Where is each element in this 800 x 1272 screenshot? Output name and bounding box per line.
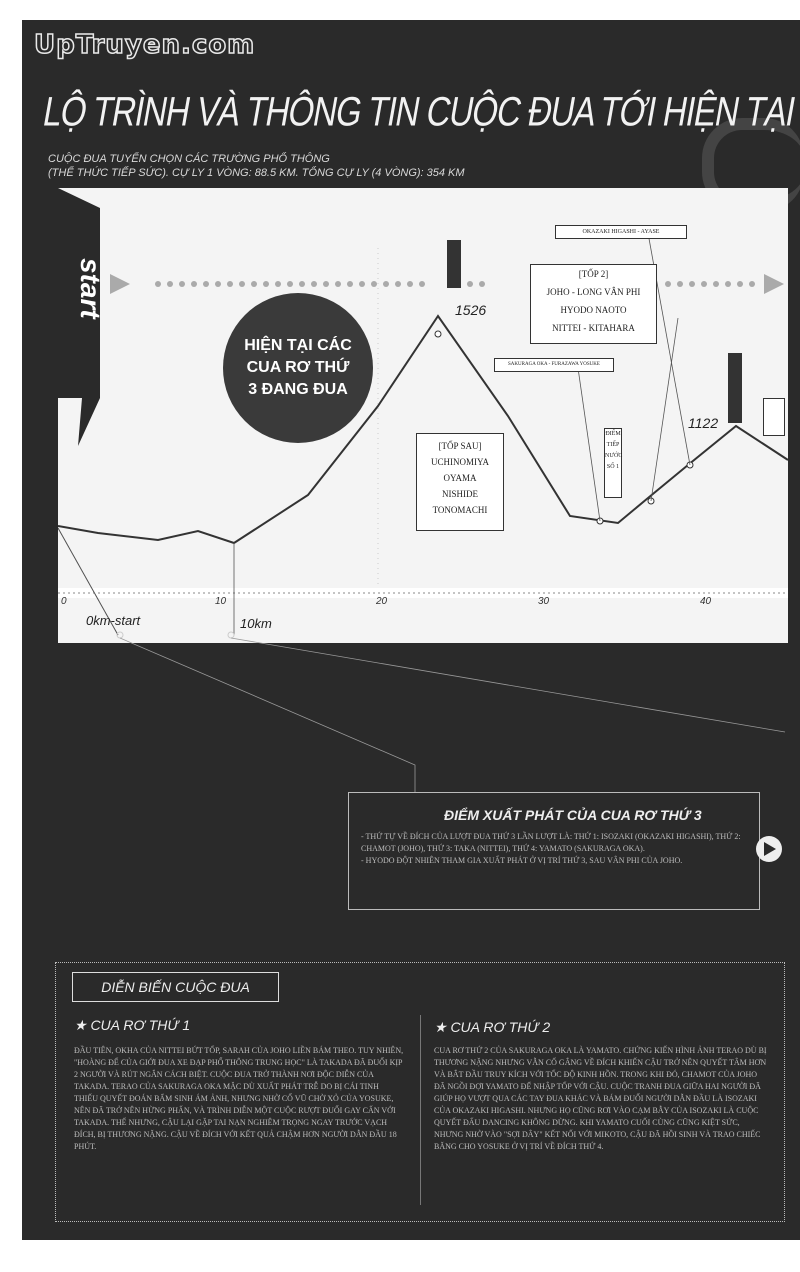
axis-tick: 30 (538, 596, 550, 607)
rider2-title: ★ CUA RƠ THỨ 2 (434, 1019, 551, 1035)
rider1-text: ĐẦU TIÊN, OKHA CỦA NITTEI BỨT TỐP, SARAH CỦA JOHO LIỀN BÁM THEO. TUY NHIÊN, "HOÀNG ĐẾ CỦA GIỚI ĐUA XE ĐẠP PHỔ THÔNG TRUNG HỌC" LÀ TAKADA ĐÃ ĐUỔI KỊP 2 NGƯỜI VÀ RÚT NGẮN CÁCH BIỆT. CUỘC ĐUA TRỞ THÀNH NƠI ĐỘC DIỄN CỦA TAKADA. TERAO CỦA SAKURAGA OKA MẶC DÙ XUẤT PHÁT TRỄ DO BỊ CÁI TINH THIẾU QUYẾT ĐOÁN BẨM SINH ÁM ẢNH, NHƯNG NHỜ CỔ VŨ CHỜ XỎ CỦA YOSUKE, NÊN ĐÃ TRỞ NÊN HỪNG PHẤN, VÀ TRÌNH DIỄN MỘT CUỘC RƯỢT ĐUỔI GAY CẤN VỚI TAKADA. THẾ NHƯNG, CẬU LẠI GẶP TAI NẠN NGHIÊM TRỌNG NGAY TRƯỚC VẠCH ĐÍCH, BỊ THƯƠNG NẶNG. CẬU VỀ ĐÍCH VỚI KẾT QUẢ CHẬM HƠN NGƯỜI DẪN ĐẦU 18 PHÚT. (74, 1046, 404, 1151)
top-sau-line: NISHIDE (442, 489, 478, 499)
axis-tick: 20 (376, 596, 388, 607)
okazaki-label: OKAZAKI HIGASHI - AYASE (555, 225, 687, 239)
page-title: LỘ TRÌNH VÀ THÔNG TIN CUỘC ĐUA TỚI HIỆN TẠI (39, 88, 799, 135)
top-sau-header: [TỐP SAU] (438, 441, 482, 451)
watermark-logo: UpTruyen.com (34, 30, 256, 60)
subtitle-line-2: (THỂ THỨC TIẾP SỨC). CỰ LY 1 VÒNG: 88.5 KM. TỔNG CỰ LY (4 VÒNG): 354 KM (48, 167, 465, 179)
axis-tick: 40 (700, 596, 712, 607)
start-point-line: - HYODO ĐỘT NHIÊN THAM GIA XUẤT PHÁT Ở VỊ TRÍ THỨ 3, SAU VÂN PHI CỦA JOHO. (361, 856, 683, 865)
top2-line: JOHO - LONG VÂN PHI (546, 287, 641, 297)
subtitle-line-1: CUỘC ĐUA TUYỂN CHỌN CÁC TRƯỜNG PHỔ THÔNG (48, 153, 330, 165)
km10-label: 10km (240, 616, 272, 631)
start-point-line: - THỨ TỰ VỀ ĐÍCH CỦA LƯỢT ĐUA THỨ 3 LẦN LƯỢT LÀ: THỨ 1: ISOZAKI (OKAZAKI HIGASHI), THỨ 2: CHAMOT (JOHO), THỨ 3: TAKA (NITTEI), THỨ 4: YAMATO (SAKURAGA OKA). (361, 832, 741, 853)
top2-line: HYODO NAOTO (560, 305, 627, 315)
axis-tick: 0 (61, 596, 67, 607)
peak-value-1: 1526 (455, 302, 487, 318)
top2-header: [TỐP 2] (578, 269, 609, 279)
rider1-title: ★ CUA RƠ THỨ 1 (74, 1017, 191, 1033)
current-status-text: HIỆN TẠI CÁC CUA RƠ THỨ 3 ĐANG ĐUA (244, 337, 352, 398)
rider2-text: CUA RƠ THỨ 2 CỦA SAKURAGA OKA LÀ YAMATO. CHỨNG KIẾN HÌNH ẢNH TERAO DÙ BỊ THƯƠNG NẶNG NHƯNG VẪN CỐ GẮNG VỀ ĐÍCH KHIẾN CẬU TRỞ NÊN QUYẾT TÂM HƠN VÀ BẮT ĐẦU TRUY KÍCH VỚI TỐC ĐỘ KINH HỒN. TRONG KHI ĐÓ, CHAMOT CỦA JOHO ĐÃ NGỒI ĐỢI YAMATO ĐỂ NHẬP TỐP VỚI CẬU. CUỘC TRANH ĐUA GIỮA HAI NGƯỜI ĐÃ GIÚP HỌ VƯỢT QUA CÁC TAY ĐUA KHÁC VÀ BÁM ĐUỔI NGƯỜI DẪN ĐẦU LÀ ISOZAKI CỦA OKAZAKI HIGASHI. NHƯNG HỌ CŨNG RƠI VÀO CẠM BẪY CỦA ISOZAKI LÀ CUỘC QUYẾT ĐẤU DANCING KHÔNG DỪNG. KHI YAMATO CUỐI CÙNG CŨNG KIỆT SỨC, NHƯNG NHỜ VÀO "SỢI DÂY" KẾT NỐI VỚI MIKOTO, CẬU ĐÃ HỒI SINH VÀ TRAO CHIẾC BĂNG CHO YOSUKE Ở VỊ TRÍ VỀ ĐÍCH THỨ 4. (434, 1046, 767, 1151)
start-point-text (361, 831, 746, 867)
top2-line: NITTEI - KITAHARA (552, 323, 635, 333)
axis-tick: 10 (215, 596, 227, 607)
top-sau-line: OYAMA (443, 473, 477, 483)
start-point-box (348, 792, 760, 910)
top-sau-line: UCHINOMIYA (431, 457, 489, 467)
play-icon (756, 836, 782, 862)
column-divider (420, 1015, 421, 1205)
top-sau-line: TONOMACHI (432, 505, 488, 515)
sakuraga-label: SAKURAGA OKA - FURAZAWA YOSUKE (494, 358, 614, 372)
start-point-title: ĐIỂM XUẤT PHÁT CỦA CUA RƠ THỨ 3 (444, 807, 702, 823)
race-progress-title: DIỄN BIẾN CUỘC ĐUA (72, 972, 279, 1002)
water-station-label: ĐIỂM TIẾP NƯỚC SỐ 1 (604, 428, 622, 498)
start-label: start (75, 258, 106, 319)
peak-value-2: 1122 (688, 415, 719, 431)
km0-label: 0km-start (86, 613, 141, 628)
